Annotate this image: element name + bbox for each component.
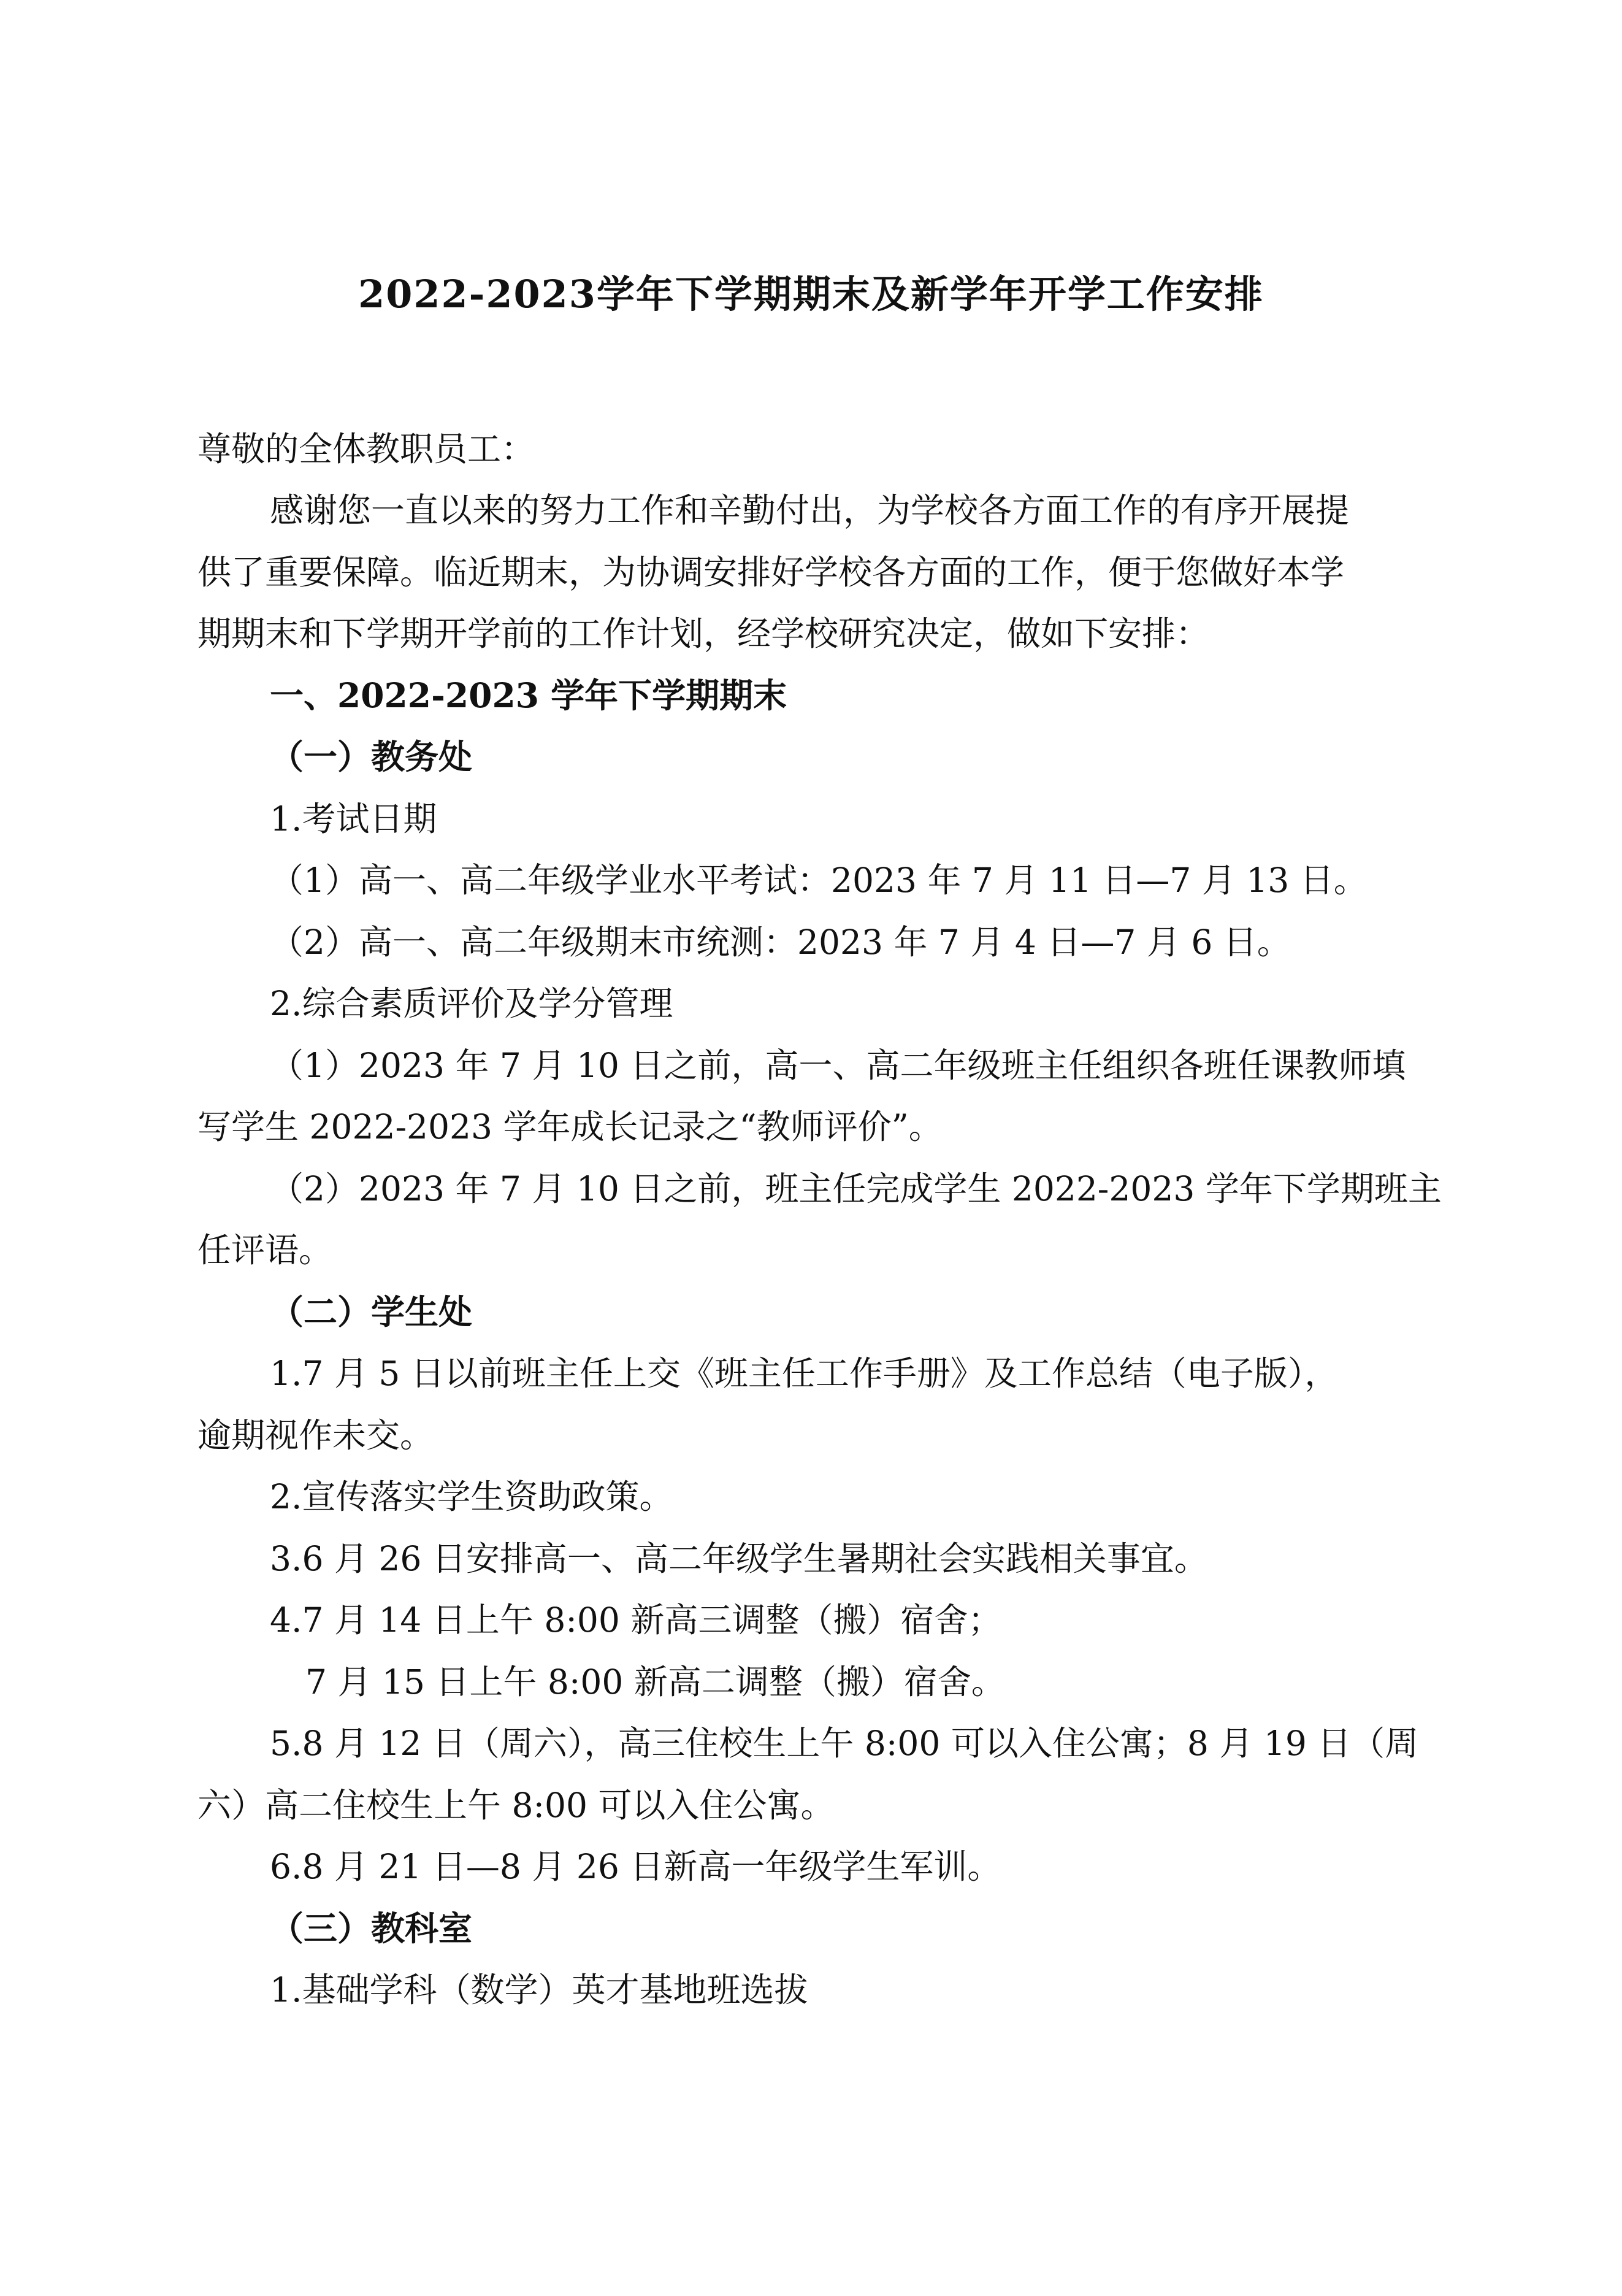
section-heading: 一、2022-2023 学年下学期期末 [270, 675, 787, 715]
paragraph-line: 感谢您一直以来的努力工作和辛勤付出，为学校各方面工作的有序开展提 [270, 491, 1350, 530]
list-item: （1）2023 年 7 月 10 日之前，高一、高二年级班主任组织各班任课教师填 [270, 1046, 1406, 1085]
list-item: （2）2023 年 7 月 10 日之前，班主任完成学生 2022-2023 学年下学期班主 [270, 1169, 1442, 1208]
list-item: （1）高一、高二年级学业水平考试：2023 年 7 月 11 日—7 月 13 日。 [270, 861, 1368, 900]
list-item: 6.8 月 21 日—8 月 26 日新高一年级学生军训。 [270, 1847, 1001, 1886]
list-item-continuation: 逾期视作未交。 [197, 1416, 434, 1455]
list-item: 5.8 月 12 日（周六），高三住校生上午 8:00 可以入住公寓；8 月 19 日（周 [270, 1724, 1419, 1763]
list-item-continuation: 六）高二住校生上午 8:00 可以入住公寓。 [197, 1786, 835, 1825]
subsection-heading: （一）教务处 [270, 737, 473, 777]
list-item: 3.6 月 26 日安排高一、高二年级学生暑期社会实践相关事宜。 [270, 1539, 1208, 1578]
subsection-heading: （三）教科室 [270, 1908, 473, 1948]
paragraph-line: 期期末和下学期开学前的工作计划，经学校研究决定，做如下安排： [197, 614, 1210, 653]
list-item: 2.宣传落实学生资助政策。 [270, 1477, 673, 1516]
paragraph-line: 供了重要保障。临近期末，为协调安排好学校各方面的工作，便于您做好本学 [197, 553, 1345, 592]
list-item: （2）高一、高二年级期末市统测：2023 年 7 月 4 日—7 月 6 日。 [270, 923, 1291, 962]
list-item-continuation: 任评语。 [197, 1231, 333, 1270]
list-item-continuation: 7 月 15 日上午 8:00 新高二调整（搬）宿舍。 [305, 1662, 1005, 1702]
list-item: 1.7 月 5 日以前班主任上交《班主任工作手册》及工作总结（电子版）， [270, 1354, 1339, 1393]
list-item: 4.7 月 14 日上午 8:00 新高三调整（搬）宿舍； [270, 1600, 1002, 1640]
subsection-heading: （二）学生处 [270, 1292, 473, 1332]
list-item: 2.综合素质评价及学分管理 [270, 984, 673, 1023]
list-item: 1.考试日期 [270, 799, 437, 839]
list-item-continuation: 写学生 2022-2023 学年成长记录之“教师评价”。 [197, 1107, 943, 1146]
list-item: 1.基础学科（数学）英才基地班选拔 [270, 1970, 808, 2010]
document-title: 2022-2023学年下学期期末及新学年开学工作安排 [358, 272, 1264, 317]
salutation: 尊敬的全体教职员工： [197, 429, 535, 469]
